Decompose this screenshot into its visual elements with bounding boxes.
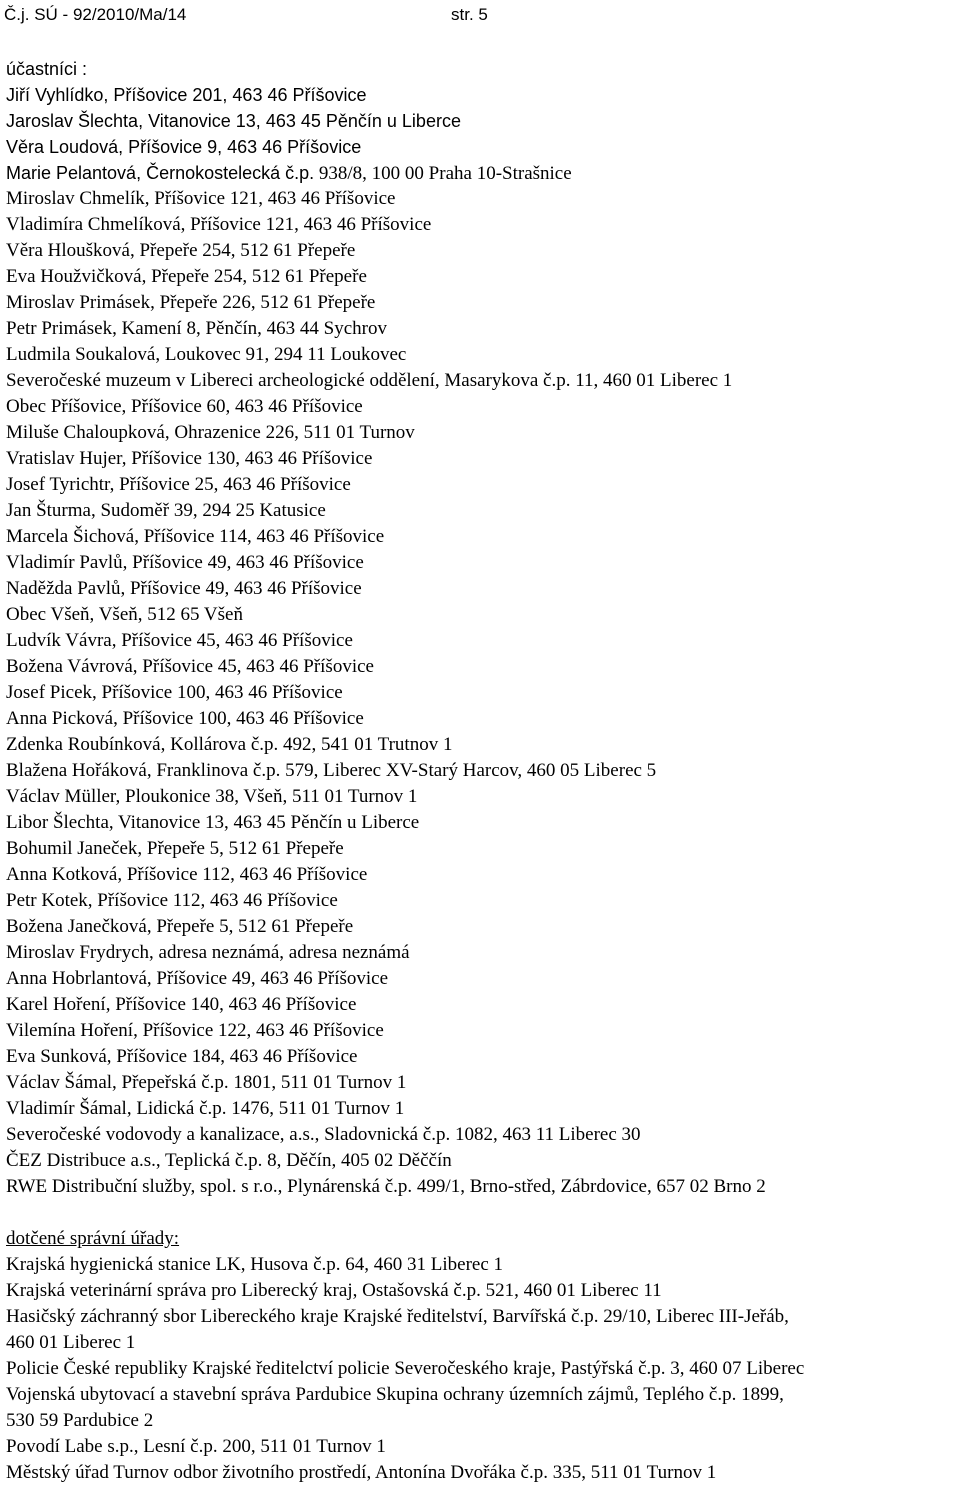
list-item: Anna Picková, Příšovice 100, 463 46 Příšovice [6, 708, 364, 729]
list-item: Obec Všeň, Všeň, 512 65 Všeň [6, 604, 243, 625]
list-item: Zdenka Roubínková, Kollárova č.p. 492, 541 01 Trutnov 1 [6, 734, 453, 755]
list-item: Božena Vávrová, Příšovice 45, 463 46 Příšovice [6, 656, 374, 677]
list-item: Krajská veterinární správa pro Liberecký kraj, Ostašovská č.p. 521, 460 01 Liberec 11 [6, 1280, 662, 1301]
list-item: Václav Šámal, Přepeřská č.p. 1801, 511 01 Turnov 1 [6, 1072, 407, 1093]
list-item: Obec Příšovice, Příšovice 60, 463 46 Příšovice [6, 396, 363, 417]
list-item: Vladimír Pavlů, Příšovice 49, 463 46 Příšovice [6, 552, 364, 573]
list-item: Eva Sunková, Příšovice 184, 463 46 Příšovice [6, 1046, 358, 1067]
list-item: Petr Primásek, Kamení 8, Pěnčín, 463 44 Sychrov [6, 318, 388, 339]
list-item: Věra Hloušková, Přepeře 254, 512 61 Přepeře [6, 240, 356, 261]
list-item: Bohumil Janeček, Přepeře 5, 512 61 Přepeře [6, 838, 344, 859]
list-item: Miroslav Chmelík, Příšovice 121, 463 46 Příšovice [6, 188, 396, 209]
list-item: Jiří Vyhlídko, Příšovice 201, 463 46 Příšovice [6, 85, 367, 105]
list-item: Hasičský záchranný sbor Libereckého kraje Krajské ředitelství, Barvířská č.p. 29/10, Liberec III-Jeřáb, [6, 1306, 789, 1327]
list-item: Vladimír Šámal, Lidická č.p. 1476, 511 01 Turnov 1 [6, 1098, 405, 1119]
list-item: Naděžda Pavlů, Příšovice 49, 463 46 Příšovice [6, 578, 362, 599]
list-item: Miluše Chaloupková, Ohrazenice 226, 511 01 Turnov [6, 422, 415, 443]
list-item: Eva Houžvičková, Přepeře 254, 512 61 Přepeře [6, 266, 367, 287]
authorities-heading: dotčené správní úřady: [6, 1228, 180, 1249]
list-item: Vladimíra Chmelíková, Příšovice 121, 463 46 Příšovice [6, 214, 432, 235]
participants-list [6, 186, 960, 1200]
participants-heading: účastníci : [6, 59, 88, 79]
list-item: Marcela Šichová, Příšovice 114, 463 46 Příšovice [6, 526, 385, 547]
list-item: Policie České republiky Krajské ředitelctví policie Severočeského kraje, Pastýřská č.p. 3, 460 07 Liberec [6, 1358, 805, 1379]
list-item: ČEZ Distribuce a.s., Teplická č.p. 8, Děčín, 405 02 Děččín [6, 1150, 452, 1171]
document-reference: Č.j. SÚ - 92/2010/Ma/14 [4, 5, 187, 24]
section-spacer [6, 1200, 960, 1226]
list-item: Vojenská ubytovací a stavební správa Pardubice Skupina ochrany územních zájmů, Teplého č.p. 1899, [6, 1384, 784, 1405]
list-item: Božena Janečková, Přepeře 5, 512 61 Přepeře [6, 916, 354, 937]
list-item: Věra Loudová, Příšovice 9, 463 46 Příšovice [6, 137, 362, 157]
list-item: Vilemína Hoření, Příšovice 122, 463 46 Příšovice [6, 1020, 384, 1041]
list-item: Josef Tyrichtr, Příšovice 25, 463 46 Příšovice [6, 474, 351, 495]
list-item: Václav Müller, Ploukonice 38, Všeň, 511 01 Turnov 1 [6, 786, 418, 807]
list-item: Anna Hobrlantová, Příšovice 49, 463 46 Příšovice [6, 968, 389, 989]
page-header [0, 0, 960, 30]
authorities-list [6, 1252, 960, 1486]
page-number: str. 5 [451, 5, 488, 24]
list-item [6, 160, 960, 186]
list-item: Josef Picek, Příšovice 100, 463 46 Příšovice [6, 682, 343, 703]
list-item: Ludmila Soukalová, Loukovec 91, 294 11 Loukovec [6, 344, 407, 365]
list-item: Krajská hygienická stanice LK, Husova č.p. 64, 460 31 Liberec 1 [6, 1254, 504, 1275]
list-item: Petr Kotek, Příšovice 112, 463 46 Příšovice [6, 890, 338, 911]
list-item: RWE Distribuční služby, spol. s r.o., Plynárenská č.p. 499/1, Brno-střed, Zábrdovice, 657 02 Brno 2 [6, 1176, 766, 1197]
list-item-part: Marie Pelantová, Černokostelecká č.p. [6, 163, 315, 183]
list-item: Jan Šturma, Sudoměř 39, 294 25 Katusice [6, 500, 326, 521]
list-item: Městský úřad Turnov odbor životního prostředí, Antonína Dvořáka č.p. 335, 511 01 Turnov 1 [6, 1462, 717, 1483]
list-item: 530 59 Pardubice 2 [6, 1410, 154, 1431]
list-item: Severočeské vodovody a kanalizace, a.s., Sladovnická č.p. 1082, 463 11 Liberec 30 [6, 1124, 641, 1145]
list-item: Severočeské muzeum v Libereci archeologické oddělení, Masarykova č.p. 11, 460 01 Liberec 1 [6, 370, 733, 391]
list-item-part: 938/8, 100 00 Praha 10-Strašnice [314, 163, 572, 184]
list-item: Karel Hoření, Příšovice 140, 463 46 Příšovice [6, 994, 357, 1015]
list-item: Ludvík Vávra, Příšovice 45, 463 46 Příšovice [6, 630, 353, 651]
document-body [6, 56, 960, 1486]
list-item: Blažena Hořáková, Franklinova č.p. 579, Liberec XV-Starý Harcov, 460 05 Liberec 5 [6, 760, 657, 781]
list-item: Miroslav Primásek, Přepeře 226, 512 61 Přepeře [6, 292, 376, 313]
list-item: 460 01 Liberec 1 [6, 1332, 136, 1353]
list-item: Jaroslav Šlechta, Vitanovice 13, 463 45 Pěnčín u Liberce [6, 111, 461, 131]
list-item: Libor Šlechta, Vitanovice 13, 463 45 Pěnčín u Liberce [6, 812, 420, 833]
participants-list-sans [6, 82, 960, 160]
list-item: Anna Kotková, Příšovice 112, 463 46 Příšovice [6, 864, 368, 885]
list-item: Miroslav Frydrych, adresa neznámá, adresa neznámá [6, 942, 410, 963]
list-item: Povodí Labe s.p., Lesní č.p. 200, 511 01 Turnov 1 [6, 1436, 386, 1457]
list-item: Vratislav Hujer, Příšovice 130, 463 46 Příšovice [6, 448, 373, 469]
